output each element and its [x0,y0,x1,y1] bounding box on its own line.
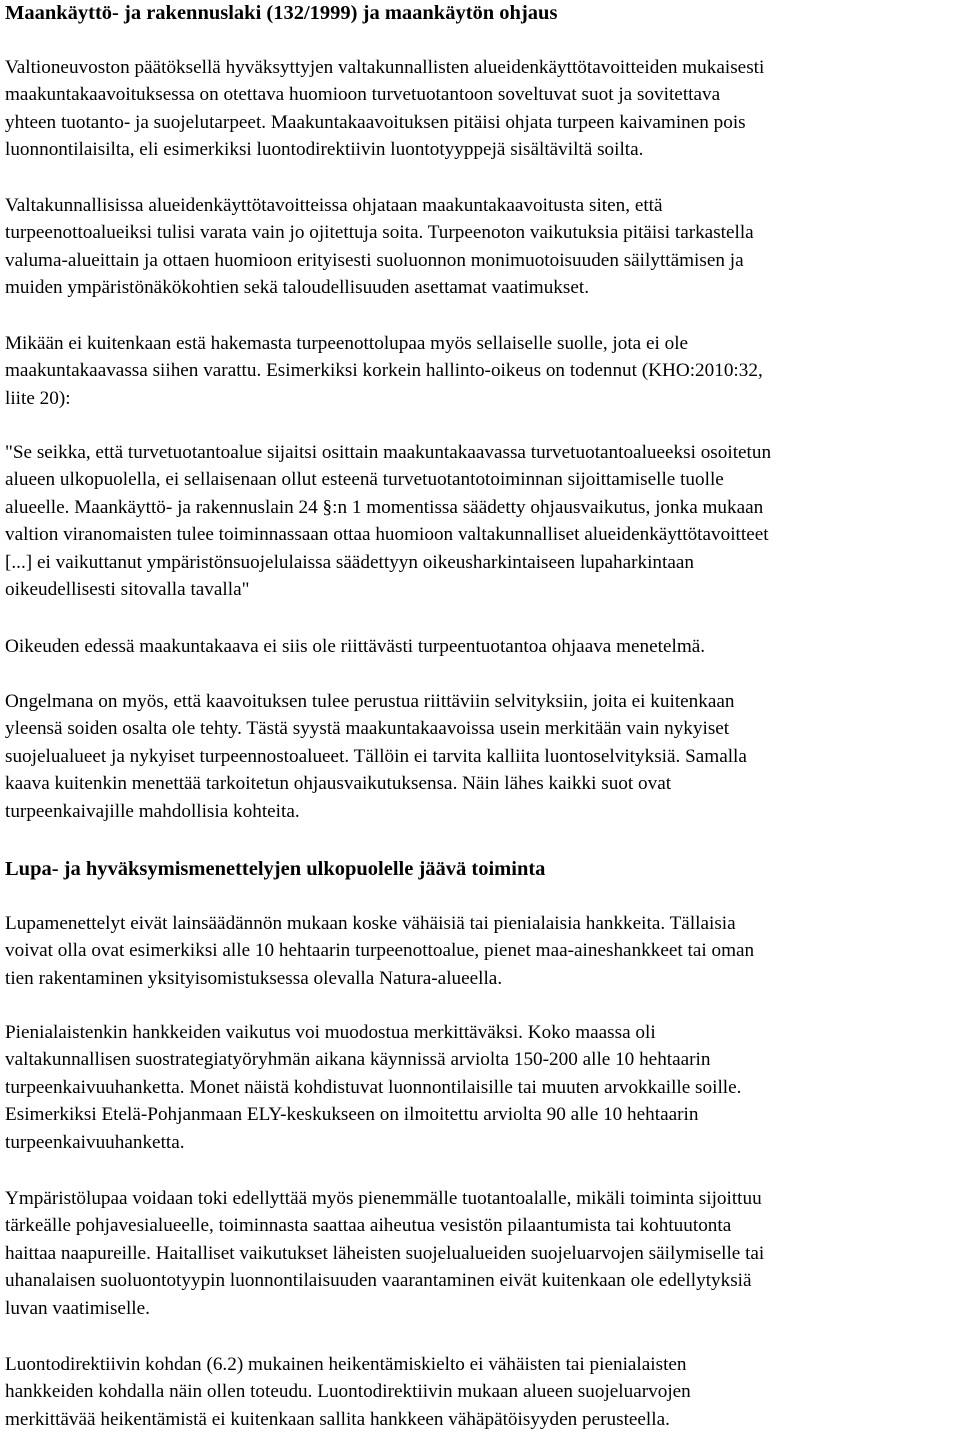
paragraph-permit-application: Mikään ei kuitenkaan estä hakemasta turpeenottolupaa myös sellaiselle suolle, jota ei ole maakuntakaavassa siihen varattu. Esimerkiksi korkein hallinto-oikeus on todennut (KHO:2010:32, liite 20): [5,333,763,409]
section-heading-land-use-act: Maankäyttö- ja rakennuslaki (132/1999) ja maankäytön ohjaus [5,2,558,24]
paragraph-environmental-permit: Ympäristölupaa voidaan toki edellyttää myös pienemmälle tuotantoalalle, mikäli toiminta sijoittuu tärkeälle pohjavesialueelle, toiminnasta saattaa aiheutua vesistön pilaantumista tai kohtuutonta haittaa naapureille. Haitalliset vaikutukset läheisten suojelualueiden suojeluarvojen säilymiselle tai uhanalaisen suoluontotyypin luonnontilaisuuden vaarantaminen eivät kuitenkaan ole edellytyksiä luvan vaatimiselle. [5,1188,765,1319]
paragraph-survey-problem: Ongelmana on myös, että kaavoituksen tulee perustua riittäviin selvityksiin, joita ei kuitenkaan yleensä soiden osalta ole tehty. Tästä syystä maakuntakaavoissa usein merkitään vain nykyiset suojelualueet ja nykyiset turpeennostoalueet. Tällöin ei tarvita kalliita luontoselvityksiä. Samalla kaava kuitenkin menettää tarkoitetun ohjausvaikutuksensa. Näin lähes kaikki suot ovat turpeenkaivajille mahdollisia kohteita. [5,691,747,822]
section-heading-outside-permits: Lupa- ja hyväksymismenettelyjen ulkopuolelle jäävä toiminta [5,858,546,880]
paragraph-habitats-directive: Luontodirektiivin kohdan (6.2) mukainen heikentämiskielto ei vähäisten tai pienialaisten hankkeiden kohdalla näin ollen toteudu. Luontodirektiivin mukaan alueen suojeluarvojen merkittävää heikentämistä ei kuitenkaan sallita hankkeen vähäpätöisyyden perusteella. [5,1354,691,1430]
paragraph-court-conclusion: Oikeuden edessä maakuntakaava ei siis ole riittävästi turpeentuotantoa ohjaava menetelmä. [5,636,706,657]
paragraph-small-project-impact: Pienialaistenkin hankkeiden vaikutus voi muodostua merkittäväksi. Koko maassa oli valtakunnallisen suostrategiatyöryhmän aikana käynnissä arviolta 150-200 alle 10 hehtaarin turpeenkaivuuhanketta. Monet näistä kohdistuvat luonnontilaisille tai muuten arvokkaille soille. Esimerkiksi Etelä-Pohjanmaan ELY-keskukseen on ilmoitettu arviolta 90 alle 10 hehtaarin turpeenkaivuuhanketta. [5,1022,742,1153]
paragraph-court-quote: "Se seikka, että turvetuotantoalue sijaitsi osittain maakuntakaavassa turvetuotantoalueeksi osoitetun alueen ulkopuolella, ei sellaisenaan ollut esteenä turvetuotantotoiminnan sijoittamiselle tuolle alueelle. Maankäyttö- ja rakennuslain 24 §:n 1 momentissa säädetty ohjausvaikutus, jonka mukaan valtion viranomaisten tulee toiminnassaan ottaa huomioon valtakunnalliset alueidenkäyttötavoitteet [...] ei vaikuttanut ympäristönsuojelulaissa säädettyyn oikeusharkintaiseen lupaharkintaan oikeudellisesti sitovalla tavalla" [5,442,772,601]
paragraph-national-objectives: Valtakunnallisissa alueidenkäyttötavoitteissa ohjataan maakuntakaavoitusta siten, että turpeenottoalueiksi tulisi varata vain jo ojitettuja soita. Turpeenoton vaikutuksia pitäisi tarkastella valuma-alueittain ja ottaen huomioon erityisesti suoluonnon monimuotoisuuden säilyttämisen ja muiden ympäristönäkökohtien sekä taloudellisuuden asettamat vaatimukset. [5,195,754,299]
paragraph-small-projects: Lupamenettelyt eivät lainsäädännön mukaan koske vähäisiä tai pienialaisia hankkeita. Tällaisia voivat olla ovat esimerkiksi alle 10 hehtaarin turpeenottoalue, pienet maa-aineshankkeet tai oman tien rakentaminen yksityisomistuksessa olevalla Natura-alueella. [5,913,755,989]
paragraph-regional-planning: Valtioneuvoston päätöksellä hyväksyttyjen valtakunnallisten alueidenkäyttötavoitteiden mukaisesti maakuntakaavoituksessa on otettava huomioon turvetuotantoon soveltuvat suot ja sovitettava yhteen tuotanto- ja suojelutarpeet. Maakuntakaavoituksen pitäisi ohjata turpeen kaivaminen pois luonnontilaisilta, eli esimerkiksi luontodirektiivin luontotyyppejä sisältäviltä soilta. [5,57,765,161]
